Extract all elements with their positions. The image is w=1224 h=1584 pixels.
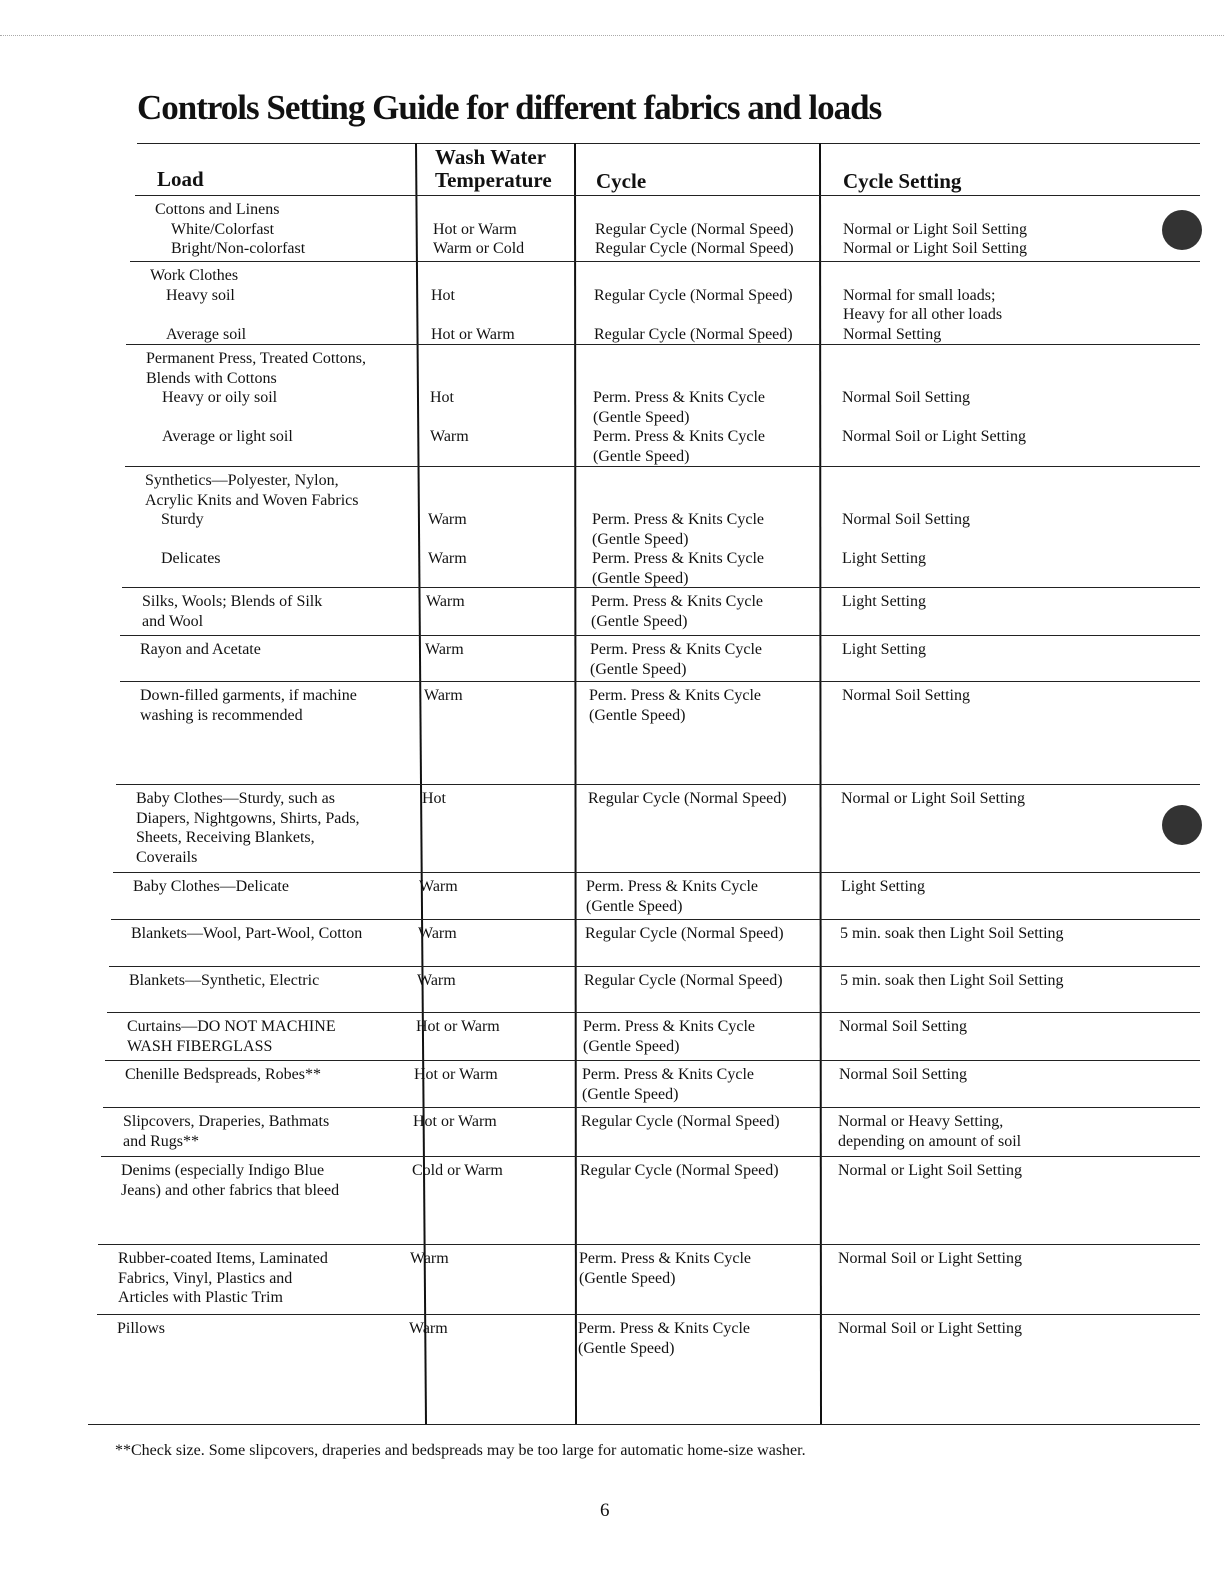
row-divider xyxy=(97,1314,1200,1315)
cell-temp xyxy=(414,1065,498,1085)
row-divider xyxy=(122,587,1200,588)
page-title: Controls Setting Guide for different fabrics and loads xyxy=(137,88,882,127)
cell-line xyxy=(146,408,366,428)
cell-line: Light Setting xyxy=(842,641,926,658)
cell-line xyxy=(594,305,793,325)
cell-line: Regular Cycle (Normal Speed) xyxy=(580,1162,779,1179)
cell-line: Perm. Press & Knits Cycle xyxy=(586,878,758,895)
cell-line: Chenille Bedspreads, Robes** xyxy=(125,1066,321,1083)
cell-line xyxy=(145,530,358,550)
cell-line: (Gentle Speed) xyxy=(592,569,689,587)
cell-line: Hot or Warm xyxy=(413,1113,497,1130)
cell-cycle xyxy=(593,349,765,466)
cell-line: Warm xyxy=(410,1250,449,1267)
row-divider xyxy=(135,195,1200,196)
cell-setting xyxy=(842,471,970,569)
row-divider xyxy=(130,261,1200,262)
cell-setting xyxy=(839,1065,967,1085)
cell-line: Warm xyxy=(419,878,458,895)
cell-line: Cottons and Linens xyxy=(155,201,280,218)
cell-line: Bright/Non-colorfast xyxy=(171,240,306,257)
cell-line: Blankets—Synthetic, Electric xyxy=(129,972,320,989)
row-divider xyxy=(113,872,1200,873)
cell-cycle xyxy=(590,640,762,679)
cell-line: Perm. Press & Knits Cycle xyxy=(579,1250,751,1267)
cell-line: Warm xyxy=(424,687,463,704)
cell-setting xyxy=(842,592,926,612)
row-divider xyxy=(101,1156,1200,1157)
cell-line: depending on amount of soil xyxy=(838,1132,1022,1150)
cell-line: Silks, Wools; Blends of Silk xyxy=(142,593,323,610)
cell-line xyxy=(842,530,970,550)
cell-line: Perm. Press & Knits Cycle xyxy=(589,687,761,704)
cell-load xyxy=(133,877,289,897)
cell-line xyxy=(428,491,467,511)
cell-line: Normal or Light Soil Setting xyxy=(843,220,1027,238)
cell-line: (Gentle Speed) xyxy=(586,897,683,915)
cell-line: Rubber-coated Items, Laminated xyxy=(118,1250,328,1267)
cell-line: Warm xyxy=(428,511,467,528)
cell-load xyxy=(127,1017,336,1056)
cell-cycle xyxy=(578,1319,750,1358)
cell-line: Hot xyxy=(422,790,446,807)
cell-load xyxy=(140,686,357,725)
cell-line: Hot or Warm xyxy=(433,220,517,238)
cell-line: Permanent Press, Treated Cottons, xyxy=(146,350,366,367)
cell-load xyxy=(155,200,305,259)
cell-setting xyxy=(842,640,926,660)
cell-line xyxy=(843,266,1002,286)
cell-line: Warm xyxy=(430,428,469,445)
cell-line: Blends with Cottons xyxy=(146,369,277,387)
cell-cycle xyxy=(595,200,794,259)
cell-line: (Gentle Speed) xyxy=(590,660,687,678)
row-divider xyxy=(111,919,1200,920)
cell-temp xyxy=(412,1161,503,1181)
cell-setting xyxy=(843,200,1027,259)
cell-line: Perm. Press & Knits Cycle xyxy=(593,389,765,406)
header-temp-line1: Wash Water xyxy=(435,145,547,169)
cell-line: Normal Soil or Light Setting xyxy=(842,428,1026,445)
cell-cycle xyxy=(591,592,763,631)
cell-line: Perm. Press & Knits Cycle xyxy=(591,593,763,610)
cell-line: (Gentle Speed) xyxy=(579,1269,676,1287)
cell-temp xyxy=(419,877,458,897)
cell-cycle xyxy=(580,1161,779,1181)
row-divider xyxy=(125,466,1200,467)
header-load: Load xyxy=(157,167,204,191)
cell-line: Regular Cycle (Normal Speed) xyxy=(594,286,793,304)
footnote: **Check size. Some slipcovers, draperies and bedspreads may be too large for automatic home-size washer. xyxy=(115,1442,806,1459)
binder-tab-mark xyxy=(1162,210,1202,250)
cell-line: (Gentle Speed) xyxy=(578,1339,675,1357)
cell-load xyxy=(125,1065,321,1085)
cell-line: Light Setting xyxy=(841,878,925,895)
cell-line: Normal Soil Setting xyxy=(839,1018,967,1035)
cell-cycle xyxy=(581,1112,780,1132)
cell-line xyxy=(431,266,515,286)
cell-line: Warm xyxy=(409,1320,448,1337)
cell-line: White/Colorfast xyxy=(171,220,275,238)
cell-line: Denims (especially Indigo Blue xyxy=(121,1162,325,1179)
cell-line: Delicates xyxy=(161,550,221,567)
cell-line: Diapers, Nightgowns, Shirts, Pads, xyxy=(136,809,360,827)
cell-cycle xyxy=(589,686,761,725)
row-divider xyxy=(105,1060,1200,1061)
cell-line: (Gentle Speed) xyxy=(582,1085,679,1103)
cell-line: Coverails xyxy=(136,848,198,866)
cell-line xyxy=(842,349,1026,369)
cell-line: (Gentle Speed) xyxy=(593,447,690,465)
cell-line: Perm. Press & Knits Cycle xyxy=(583,1018,755,1035)
cell-cycle xyxy=(592,471,764,588)
cell-line: Hot or Warm xyxy=(414,1066,498,1083)
table-bottom-rule xyxy=(88,1424,1200,1425)
cell-line xyxy=(431,305,515,325)
cell-line: Normal or Light Soil Setting xyxy=(841,790,1025,807)
cell-temp xyxy=(426,592,465,612)
header-cycle-setting: Cycle Setting xyxy=(843,169,962,193)
row-divider xyxy=(120,635,1200,636)
cell-line: Normal or Light Soil Setting xyxy=(838,1162,1022,1179)
cell-setting xyxy=(841,877,925,897)
cell-line: Heavy or oily soil xyxy=(162,389,278,406)
cell-line: Perm. Press & Knits Cycle xyxy=(592,511,764,528)
cell-setting xyxy=(839,1017,967,1037)
cell-temp xyxy=(418,924,457,944)
cell-line: Sheets, Receiving Blankets, xyxy=(136,829,315,846)
cell-temp xyxy=(425,640,464,660)
cell-line: Regular Cycle (Normal Speed) xyxy=(585,925,784,942)
cell-line: Regular Cycle (Normal Speed) xyxy=(584,972,783,989)
cell-line: Normal Setting xyxy=(843,325,942,343)
cell-line: Work Clothes xyxy=(150,267,239,284)
cell-temp xyxy=(413,1112,497,1132)
cell-temp xyxy=(409,1319,448,1339)
row-divider xyxy=(98,1244,1200,1245)
row-divider xyxy=(109,966,1200,967)
cell-line: (Gentle Speed) xyxy=(592,530,689,548)
header-cycle: Cycle xyxy=(596,169,647,193)
cell-line: Cold or Warm xyxy=(412,1162,503,1179)
cell-line: Hot xyxy=(430,389,454,406)
cell-line: Warm xyxy=(425,641,464,658)
cell-cycle xyxy=(586,877,758,916)
cell-line: Warm xyxy=(428,550,467,567)
cell-line: Regular Cycle (Normal Speed) xyxy=(594,325,793,343)
cell-line: Synthetics—Polyester, Nylon, xyxy=(145,472,339,489)
cell-line xyxy=(842,408,1026,428)
row-divider xyxy=(116,784,1200,785)
cell-line: Regular Cycle (Normal Speed) xyxy=(595,220,794,238)
scan-border xyxy=(0,35,1224,36)
cell-line: Normal Soil or Light Setting xyxy=(838,1250,1022,1267)
cell-line: Normal or Heavy Setting, xyxy=(838,1113,1004,1130)
cell-load xyxy=(123,1112,329,1151)
cell-setting xyxy=(842,686,970,706)
cell-line: Average soil xyxy=(166,325,247,343)
binder-tab-mark xyxy=(1162,805,1202,845)
table-top-rule xyxy=(137,143,1200,144)
cell-load xyxy=(136,789,360,867)
cell-line: Curtains—DO NOT MACHINE xyxy=(127,1018,336,1035)
cell-line: Sturdy xyxy=(161,511,204,528)
cell-line: Perm. Press & Knits Cycle xyxy=(590,641,762,658)
cell-line: Average or light soil xyxy=(162,428,293,445)
row-divider xyxy=(107,1012,1200,1013)
cell-load xyxy=(129,971,319,991)
cell-line: Slipcovers, Draperies, Bathmats xyxy=(123,1113,330,1130)
cell-temp xyxy=(428,471,467,569)
cell-temp xyxy=(430,349,469,447)
row-divider xyxy=(103,1107,1200,1108)
cell-line xyxy=(430,369,469,389)
cell-line: Fabrics, Vinyl, Plastics and xyxy=(118,1269,293,1287)
cell-cycle xyxy=(582,1065,754,1104)
cell-line: Heavy for all other loads xyxy=(843,306,1003,323)
cell-line: 5 min. soak then Light Soil Setting xyxy=(840,925,1064,942)
cell-line: Hot or Warm xyxy=(431,325,515,343)
cell-line: Regular Cycle (Normal Speed) xyxy=(595,240,794,257)
cell-line: Normal Soil or Light Setting xyxy=(838,1320,1022,1337)
cell-setting xyxy=(838,1249,1022,1269)
cell-cycle xyxy=(579,1249,751,1288)
cell-cycle xyxy=(583,1017,755,1056)
cell-cycle xyxy=(584,971,783,991)
cell-line: (Gentle Speed) xyxy=(593,408,690,426)
cell-load xyxy=(121,1161,339,1200)
cell-load xyxy=(146,349,366,447)
cell-line: Normal Soil Setting xyxy=(842,511,970,528)
cell-line: Normal or Light Soil Setting xyxy=(843,240,1027,257)
cell-line xyxy=(594,266,793,286)
cell-line xyxy=(428,471,467,491)
cell-line: (Gentle Speed) xyxy=(589,706,686,724)
cell-line xyxy=(842,369,1026,389)
cell-line: and Rugs** xyxy=(123,1132,199,1150)
cell-line: 5 min. soak then Light Soil Setting xyxy=(840,972,1064,989)
cell-setting xyxy=(838,1161,1022,1181)
cell-line: Warm xyxy=(418,925,457,942)
cell-load xyxy=(118,1249,328,1308)
cell-line xyxy=(592,471,764,491)
cell-line: Jeans) and other fabrics that bleed xyxy=(121,1181,340,1199)
cell-line xyxy=(593,369,765,389)
cell-line: Normal Soil Setting xyxy=(842,389,970,406)
cell-line: Light Setting xyxy=(842,593,926,610)
cell-line: Hot or Warm xyxy=(416,1018,500,1035)
cell-line xyxy=(595,200,794,220)
cell-line: Down-filled garments, if machine xyxy=(140,687,357,704)
row-divider xyxy=(120,681,1200,682)
cell-load xyxy=(142,592,322,631)
cell-line xyxy=(593,349,765,369)
cell-cycle xyxy=(588,789,787,809)
cell-temp xyxy=(433,200,524,259)
cell-load xyxy=(140,640,261,660)
cell-setting xyxy=(838,1319,1022,1339)
cell-setting xyxy=(840,924,1064,944)
cell-line: Normal for small loads; xyxy=(843,286,996,304)
cell-temp xyxy=(431,266,515,344)
cell-cycle xyxy=(594,266,793,344)
cell-load xyxy=(145,471,358,569)
cell-line: Perm. Press & Knits Cycle xyxy=(582,1066,754,1083)
header-temp-line2: Temperature xyxy=(435,168,552,192)
page-number: 6 xyxy=(600,1500,610,1521)
cell-line xyxy=(430,408,469,428)
cell-line: Perm. Press & Knits Cycle xyxy=(593,428,765,445)
cell-line: Warm xyxy=(417,972,456,989)
cell-line: Baby Clothes—Sturdy, such as xyxy=(136,790,335,807)
row-divider xyxy=(126,344,1200,345)
cell-line: and Wool xyxy=(142,612,204,630)
cell-line: Baby Clothes—Delicate xyxy=(133,878,289,895)
cell-setting xyxy=(838,1112,1021,1151)
cell-line: Blankets—Wool, Part-Wool, Cotton xyxy=(131,925,363,942)
cell-line xyxy=(842,471,970,491)
cell-temp xyxy=(410,1249,449,1269)
cell-line: Pillows xyxy=(117,1320,166,1337)
cell-line xyxy=(430,349,469,369)
cell-temp xyxy=(417,971,456,991)
cell-temp xyxy=(424,686,463,706)
cell-line: Regular Cycle (Normal Speed) xyxy=(581,1113,780,1130)
cell-line: Regular Cycle (Normal Speed) xyxy=(588,790,787,807)
cell-line: Articles with Plastic Trim xyxy=(118,1289,283,1306)
cell-line: Rayon and Acetate xyxy=(140,641,261,658)
cell-line: Warm xyxy=(426,593,465,610)
cell-line: Normal Soil Setting xyxy=(839,1066,967,1083)
cell-line: Hot xyxy=(431,286,455,304)
cell-line xyxy=(150,305,246,325)
cell-line: Light Setting xyxy=(842,550,926,567)
cell-line xyxy=(433,200,524,220)
cell-load xyxy=(131,924,362,944)
cell-line: Normal Soil Setting xyxy=(842,687,970,704)
cell-line xyxy=(592,491,764,511)
cell-line: Perm. Press & Knits Cycle xyxy=(592,550,764,567)
cell-setting xyxy=(840,971,1064,991)
cell-load xyxy=(117,1319,165,1339)
cell-temp xyxy=(416,1017,500,1037)
cell-setting xyxy=(841,789,1025,809)
cell-line: (Gentle Speed) xyxy=(583,1037,680,1055)
cell-line: Acrylic Knits and Woven Fabrics xyxy=(145,491,359,509)
cell-line xyxy=(843,200,1027,220)
cell-line xyxy=(428,530,467,550)
cell-setting xyxy=(842,349,1026,447)
cell-load xyxy=(150,266,246,344)
cell-line: washing is recommended xyxy=(140,706,303,724)
cell-line: Warm or Cold xyxy=(433,240,525,257)
cell-line: WASH FIBERGLASS xyxy=(127,1037,273,1055)
cell-line: Heavy soil xyxy=(166,286,235,304)
cell-line xyxy=(842,491,970,511)
cell-line: Perm. Press & Knits Cycle xyxy=(578,1320,750,1337)
cell-setting xyxy=(843,266,1002,344)
cell-cycle xyxy=(585,924,784,944)
cell-line: (Gentle Speed) xyxy=(591,612,688,630)
cell-temp xyxy=(422,789,446,809)
